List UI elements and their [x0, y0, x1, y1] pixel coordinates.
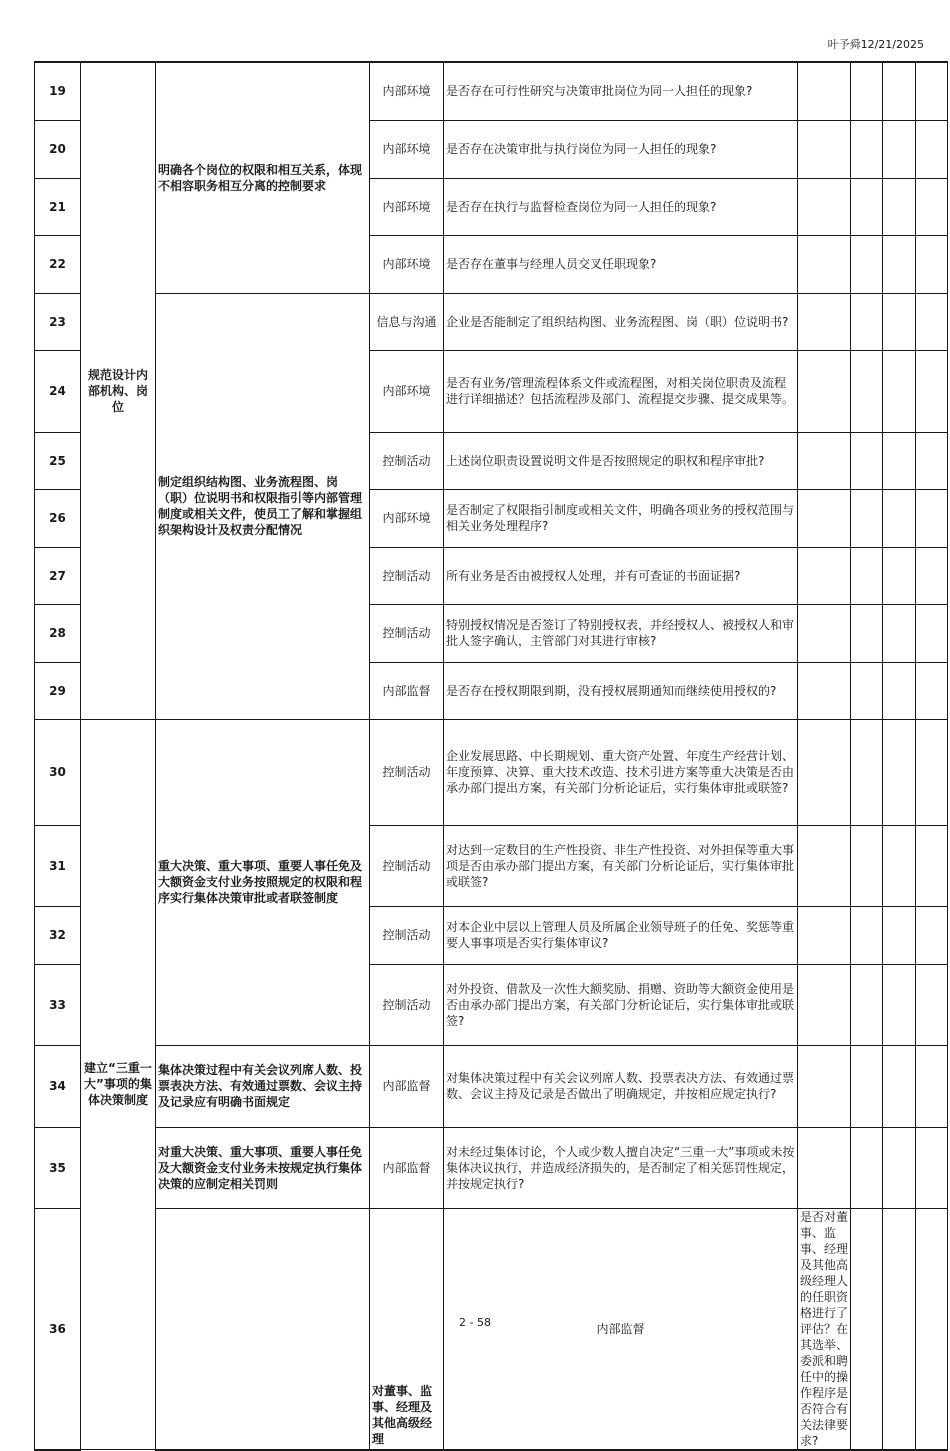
- category-cell: 控制活动: [370, 432, 444, 489]
- blank-cell[interactable]: [798, 432, 851, 489]
- blank-cell[interactable]: [798, 662, 851, 719]
- category-cell: 控制活动: [370, 825, 444, 906]
- category-cell: 控制活动: [370, 964, 444, 1045]
- blank-cell[interactable]: [798, 1045, 851, 1127]
- blank-cell[interactable]: [883, 350, 916, 432]
- blank-cell[interactable]: [916, 489, 948, 547]
- question-cell: 特别授权情况是否签订了特别授权表，并经授权人、被授权人和审批人签字确认，主管部门对其进行审核?: [444, 604, 798, 662]
- blank-cell[interactable]: [916, 350, 948, 432]
- row-number: 19: [35, 62, 81, 120]
- category-cell: 内部监督: [444, 1208, 798, 1450]
- row-number: 33: [35, 964, 81, 1045]
- blank-cell[interactable]: [851, 964, 883, 1045]
- question-cell: 是否存在授权期限到期，没有授权展期通知而继续使用授权的?: [444, 662, 798, 719]
- row-number: 29: [35, 662, 81, 719]
- question-cell: 是否存在执行与监督检查岗位为同一人担任的现象?: [444, 178, 798, 235]
- blank-cell[interactable]: [798, 964, 851, 1045]
- category-cell: 内部监督: [370, 662, 444, 719]
- blank-cell[interactable]: [851, 432, 883, 489]
- row-number: 35: [35, 1127, 81, 1208]
- blank-cell[interactable]: [851, 293, 883, 350]
- blank-cell[interactable]: [883, 1127, 916, 1208]
- blank-cell[interactable]: [851, 350, 883, 432]
- category-cell: 控制活动: [370, 604, 444, 662]
- blank-cell[interactable]: [883, 120, 916, 178]
- row-number: 22: [35, 235, 81, 293]
- question-cell: 对外投资、借款及一次性大额奖励、捐赠、资助等大额资金使用是否由承办部门提出方案，有关部门分析论证后，实行集体审批或联签?: [444, 964, 798, 1045]
- row-number: 36: [35, 1208, 81, 1450]
- requirement-cell: 对董事、监事、经理及其他高级经理: [370, 1208, 444, 1450]
- blank-cell[interactable]: [916, 1127, 948, 1208]
- blank-cell[interactable]: [798, 719, 851, 825]
- blank-cell[interactable]: [916, 825, 948, 906]
- blank-cell[interactable]: [883, 906, 916, 964]
- question-cell: 所有业务是否由被授权人处理，并有可查证的书面证据?: [444, 547, 798, 604]
- category-cell: 信息与沟通: [370, 293, 444, 350]
- question-cell: 是否对董事、监事、经理及其他高级经理人的任职资格进行了评估？在其选举、委派和聘任中的操作程序是否符合有关法律要求?: [798, 1208, 851, 1450]
- row-number: 31: [35, 825, 81, 906]
- row-number: 25: [35, 432, 81, 489]
- blank-cell[interactable]: [851, 547, 883, 604]
- blank-cell[interactable]: [883, 178, 916, 235]
- blank-cell[interactable]: [916, 604, 948, 662]
- blank-cell[interactable]: [798, 547, 851, 604]
- blank-cell[interactable]: [916, 662, 948, 719]
- blank-cell[interactable]: [916, 120, 948, 178]
- category-cell: 内部环境: [370, 178, 444, 235]
- category-cell: 控制活动: [370, 906, 444, 964]
- row-number: 27: [35, 547, 81, 604]
- row-number: 23: [35, 293, 81, 350]
- blank-cell[interactable]: [883, 719, 916, 825]
- blank-cell[interactable]: [916, 547, 948, 604]
- blank-cell[interactable]: [916, 62, 948, 120]
- checklist-table: [34, 61, 948, 1451]
- blank-cell[interactable]: [883, 235, 916, 293]
- blank-cell[interactable]: [798, 178, 851, 235]
- requirement-cell: 制定组织结构图、业务流程图、岗（职）位说明书和权限指引等内部管理制度或相关文件，使员工了解和掌握组织架构设计及权责分配情况: [156, 293, 370, 719]
- blank-cell[interactable]: [883, 489, 916, 547]
- row-number: 20: [35, 120, 81, 178]
- category-cell: 内部环境: [370, 489, 444, 547]
- category-cell: 控制活动: [370, 547, 444, 604]
- blank-cell[interactable]: [851, 62, 883, 120]
- category-cell: 内部监督: [370, 1127, 444, 1208]
- blank-cell[interactable]: [851, 120, 883, 178]
- requirement-cell: 集体决策过程中有关会议列席人数、投票表决方法、有效通过票数、会议主持及记录应有明确书面规定: [156, 1045, 370, 1127]
- category-cell: 控制活动: [370, 719, 444, 825]
- header-stamp: 叶予舜12/21/2025: [827, 38, 924, 51]
- row-number: 30: [35, 719, 81, 825]
- blank-cell[interactable]: [916, 719, 948, 825]
- row-number: 28: [35, 604, 81, 662]
- blank-cell[interactable]: [798, 293, 851, 350]
- blank-cell[interactable]: [851, 235, 883, 293]
- blank-cell[interactable]: [851, 825, 883, 906]
- question-cell: 企业是否能制定了组织结构图、业务流程图、岗（职）位说明书?: [444, 293, 798, 350]
- blank-cell[interactable]: [916, 235, 948, 293]
- blank-cell[interactable]: [798, 825, 851, 906]
- blank-cell[interactable]: [883, 964, 916, 1045]
- group-cell: 建立“三重一大”事项的集体决策制度: [81, 719, 156, 1450]
- question-cell: 是否存在决策审批与执行岗位为同一人担任的现象?: [444, 120, 798, 178]
- blank-cell[interactable]: [851, 604, 883, 662]
- blank-cell[interactable]: [883, 825, 916, 906]
- blank-cell[interactable]: [798, 120, 851, 178]
- requirement-cell: 重大决策、重大事项、重要人事任免及大额资金支付业务按照规定的权限和程序实行集体决策审批或者联签制度: [156, 719, 370, 1045]
- category-cell: 内部环境: [370, 235, 444, 293]
- blank-cell[interactable]: [851, 719, 883, 825]
- blank-cell[interactable]: [851, 906, 883, 964]
- blank-cell[interactable]: [798, 489, 851, 547]
- row-number: 34: [35, 1045, 81, 1127]
- blank-cell[interactable]: [798, 350, 851, 432]
- blank-cell[interactable]: [883, 293, 916, 350]
- blank-cell[interactable]: [851, 1045, 883, 1127]
- blank-cell[interactable]: [851, 489, 883, 547]
- row-number: 24: [35, 350, 81, 432]
- blank-cell[interactable]: [883, 662, 916, 719]
- blank-cell[interactable]: [916, 1045, 948, 1127]
- question-cell: 上述岗位职责设置说明文件是否按照规定的职权和程序审批?: [444, 432, 798, 489]
- question-cell: 是否存在可行性研究与决策审批岗位为同一人担任的现象?: [444, 62, 798, 120]
- group-cell: 规范设计内部机构、岗位: [81, 62, 156, 719]
- question-cell: 对集体决策过程中有关会议列席人数、投票表决方法、有效通过票数、会议主持及记录是否做出了明确规定，并按相应规定执行?: [444, 1045, 798, 1127]
- requirement-cell: 对重大决策、重大事项、重要人事任免及大额资金支付业务未按规定执行集体决策的应制定相关罚则: [156, 1127, 370, 1208]
- category-cell: 内部环境: [370, 120, 444, 178]
- question-cell: 是否有业务/管理流程体系文件或流程图，对相关岗位职责及流程进行详细描述？包括流程涉及部门、流程提交步骤、提交成果等。: [444, 350, 798, 432]
- blank-cell[interactable]: [798, 235, 851, 293]
- row-number: 26: [35, 489, 81, 547]
- blank-cell[interactable]: [798, 62, 851, 120]
- question-cell: 对达到一定数目的生产性投资、非生产性投资、对外担保等重大事项是否由承办部门提出方案，有关部门分析论证后，实行集体审批或联签?: [444, 825, 798, 906]
- blank-cell[interactable]: [883, 432, 916, 489]
- blank-cell[interactable]: [851, 662, 883, 719]
- blank-cell[interactable]: [798, 906, 851, 964]
- blank-cell[interactable]: [883, 62, 916, 120]
- blank-cell[interactable]: [883, 547, 916, 604]
- requirement-cell: 明确各个岗位的权限和相互关系，体现不相容职务相互分离的控制要求: [156, 62, 370, 293]
- category-cell: 内部环境: [370, 350, 444, 432]
- question-cell: 是否存在董事与经理人员交叉任职现象?: [444, 235, 798, 293]
- blank-cell[interactable]: [883, 604, 916, 662]
- blank-cell[interactable]: [916, 178, 948, 235]
- blank-cell[interactable]: [798, 1127, 851, 1208]
- blank-cell[interactable]: [916, 906, 948, 964]
- row-number: 21: [35, 178, 81, 235]
- category-cell: 内部环境: [370, 62, 444, 120]
- blank-cell[interactable]: [916, 432, 948, 489]
- question-cell: 对本企业中层以上管理人员及所属企业领导班子的任免、奖惩等重要人事事项是否实行集体审议?: [444, 906, 798, 964]
- category-cell: 内部监督: [370, 1045, 444, 1127]
- blank-cell[interactable]: [916, 293, 948, 350]
- question-cell: 是否制定了权限指引制度或相关文件，明确各项业务的授权范围与相关业务处理程序?: [444, 489, 798, 547]
- blank-cell[interactable]: [798, 604, 851, 662]
- blank-cell[interactable]: [851, 178, 883, 235]
- blank-cell[interactable]: [883, 1045, 916, 1127]
- question-cell: 对未经过集体讨论，个人或少数人擅自决定“三重一大”事项或未按集体决议执行，并造成经济损失的，是否制定了相关惩罚性规定，并按规定执行?: [444, 1127, 798, 1208]
- question-cell: 企业发展思路、中长期规划、重大资产处置、年度生产经营计划、年度预算、决算、重大技术改造、技术引进方案等重大决策是否由承办部门提出方案，有关部门分析论证后，实行集体审批或联签?: [444, 719, 798, 825]
- row-number: 32: [35, 906, 81, 964]
- page-number: 2 - 58: [459, 1316, 491, 1329]
- blank-cell[interactable]: [916, 964, 948, 1045]
- blank-cell[interactable]: [851, 1127, 883, 1208]
